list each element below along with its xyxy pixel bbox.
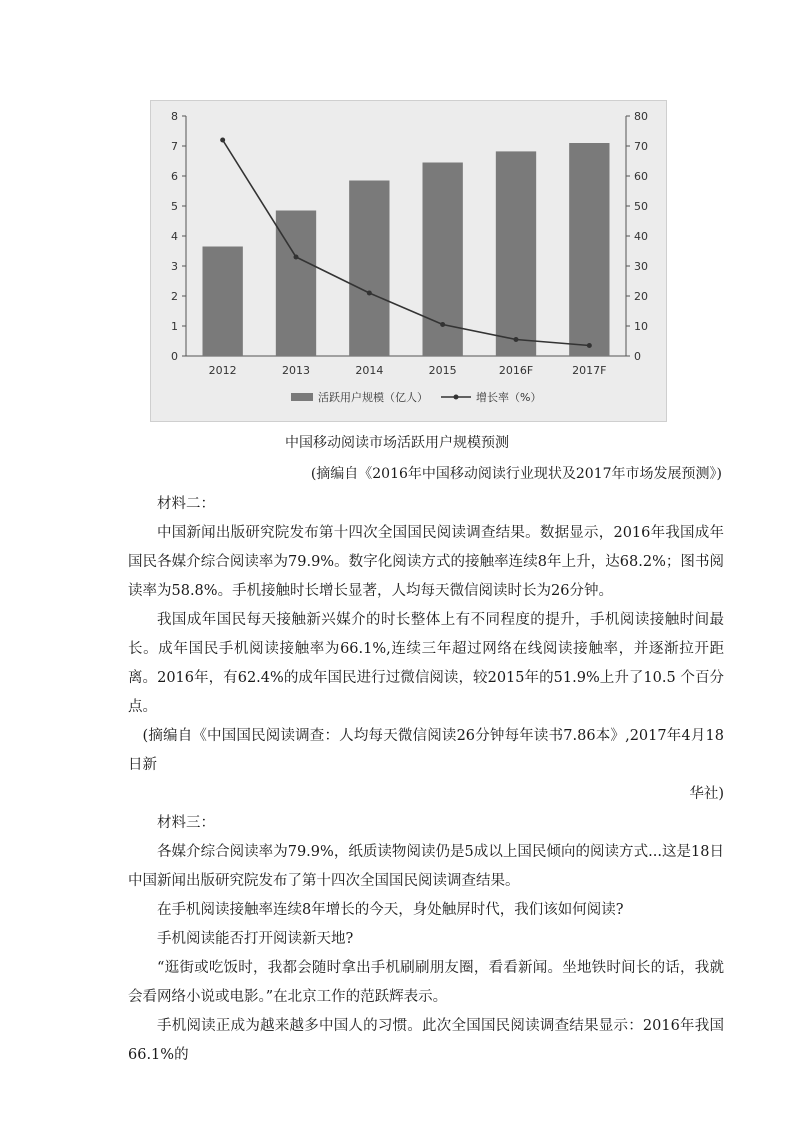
right-tick-label: 70 [634,140,648,153]
material-2-paragraph-1: 中国新闻出版研究院发布第十四次全国国民阅读调查结果。数据显示，2016年我国成年国民各媒介综合阅读率为79.9%。数字化阅读方式的接触率连续8年上升，达68.2%；图书阅读率为58.8%。手机接触时长增长显著，人均每天微信阅读时长为26分钟。 [128,525,724,599]
left-tick-label: 2 [171,290,178,303]
growth-rate-point [294,255,299,260]
legend-bar-swatch [291,393,313,401]
material-2-source: (摘编自《中国国民阅读调查：人均每天微信阅读26分钟每年读书7.86本》,2017年4月18日新 [128,728,724,773]
growth-rate-point [220,138,225,143]
left-tick-label: 6 [171,170,178,183]
chart-image [150,100,667,422]
left-tick-label: 3 [171,260,178,273]
legend-line-marker [454,395,459,400]
x-tick-label: 2015 [428,364,457,377]
active-users-chart [151,101,666,421]
left-tick-label: 1 [171,320,178,333]
chart-caption: 中国移动阅读市场活跃用户规模预测 [285,435,509,451]
right-tick-label: 0 [634,350,641,363]
right-tick-label: 10 [634,320,648,333]
material-2-label: 材料二： [157,496,215,512]
left-tick-label: 5 [171,200,178,213]
material-3-paragraph-1: 各媒介综合阅读率为79.9%，纸质读物阅读仍是5成以上国民倾向的阅读方式...这是18日中国新闻出版研究院发布了第十四次全国国民阅读调查结果。 [128,844,724,889]
growth-rate-point [514,337,519,342]
left-tick-label: 8 [171,110,178,123]
x-tick-label: 2016F [498,364,534,377]
right-tick-label: 40 [634,230,648,243]
material-3-paragraph-2: 在手机阅读接触率连续8年增长的今天，身处触屏时代，我们该如何阅读? [157,902,624,918]
bar [276,211,316,357]
material-2-paragraph-2: 我国成年国民每天接触新兴媒介的时长整体上有不同程度的提升，手机阅读接触时间最长。成年国民手机阅读接触率为66.1%,连续三年超过网络在线阅读接触率，并逐渐拉开距离。2016年，有62.4%的成年国民进行过微信阅读，较2015年的51.9%上升了10.5 个百分点。 [128,612,724,715]
bar [203,247,243,357]
right-tick-label: 60 [634,170,648,183]
legend-line-label: 增长率（%） [476,391,542,404]
right-tick-label: 80 [634,110,648,123]
x-tick-label: 2012 [208,364,237,377]
x-tick-label: 2017F [572,364,607,377]
chart-source: (摘编自《2016年中国移动阅读行业现状及2017年市场发展预测》) [310,466,722,482]
left-tick-label: 7 [171,140,178,153]
x-tick-label: 2013 [282,364,310,377]
material-3-paragraph-3: 手机阅读能否打开阅读新天地? [157,931,354,947]
material-3-paragraph-4: “逛街或吃饭时，我都会随时拿出手机刷刷朋友圈，看看新闻。坐地铁时间长的话，我就会看网络小说或电影。”在北京工作的范跃辉表示。 [128,960,724,1005]
material-3-paragraph-5: 手机阅读正成为越来越多中国人的习惯。此次全国国民阅读调查结果显示：2016年我国66.1%的 [128,1018,724,1063]
x-tick-label: 2014 [355,364,384,377]
body-text [128,490,724,1070]
right-tick-label: 50 [634,200,648,213]
right-tick-label: 30 [634,260,648,273]
left-tick-label: 0 [171,350,178,363]
material-2-source-tail: 华社) [689,786,724,802]
growth-rate-point [367,291,372,296]
bar [569,143,609,356]
growth-rate-point [440,322,445,327]
legend-bar-label: 活跃用户规模（亿人） [318,391,428,404]
left-tick-label: 4 [171,230,178,243]
right-tick-label: 20 [634,290,648,303]
bar [496,151,536,356]
growth-rate-point [587,343,592,348]
material-3-label: 材料三： [157,815,215,831]
bar [349,181,389,357]
